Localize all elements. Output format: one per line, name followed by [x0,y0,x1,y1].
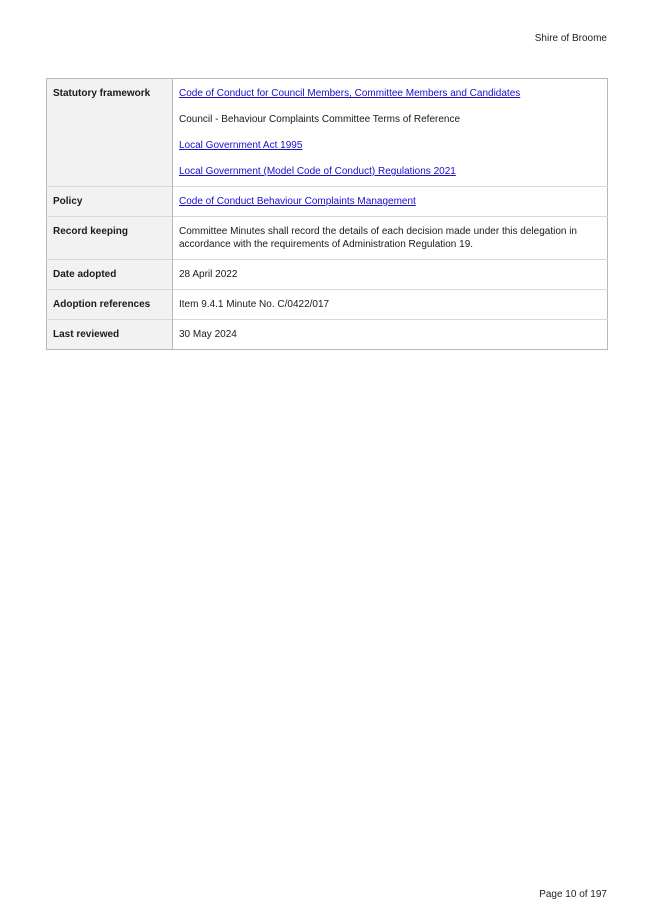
statutory-framework-list [173,79,608,187]
link-model-code-of-conduct-regulations-2021[interactable]: Local Government (Model Code of Conduct) Regulations 2021 [179,166,456,177]
table-row [47,217,608,260]
adoption-references-value: Item 9.4.1 Minute No. C/0422/017 [173,290,608,320]
table-row [47,79,608,187]
delegation-details-table [46,78,608,350]
table-row [47,187,608,217]
row-label-statutory-framework: Statutory framework [47,79,173,187]
last-reviewed-value: 30 May 2024 [173,320,608,350]
table-row [47,260,608,290]
record-keeping-value: Committee Minutes shall record the details of each decision made under this delegation in accordance with the requirements of Administration Regulation 19. [173,217,608,260]
link-code-of-conduct-council-members[interactable]: Code of Conduct for Council Members, Committee Members and Candidates [179,88,521,99]
row-label-date-adopted: Date adopted [47,260,173,290]
link-behaviour-complaints-management-policy[interactable]: Code of Conduct Behaviour Complaints Management [179,196,416,207]
row-label-record-keeping: Record keeping [47,217,173,260]
text-committee-terms-of-reference: Council - Behaviour Complaints Committee Terms of Reference [179,114,461,125]
date-adopted-value: 28 April 2022 [173,260,608,290]
page-number: Page 10 of 197 [539,889,607,900]
row-label-last-reviewed: Last reviewed [47,320,173,350]
row-label-policy: Policy [47,187,173,217]
table-row [47,320,608,350]
policy-value [173,187,608,217]
link-local-government-act-1995[interactable]: Local Government Act 1995 [179,140,303,151]
page-header-org: Shire of Broome [534,33,607,44]
row-label-adoption-references: Adoption references [47,290,173,320]
table-row [47,290,608,320]
